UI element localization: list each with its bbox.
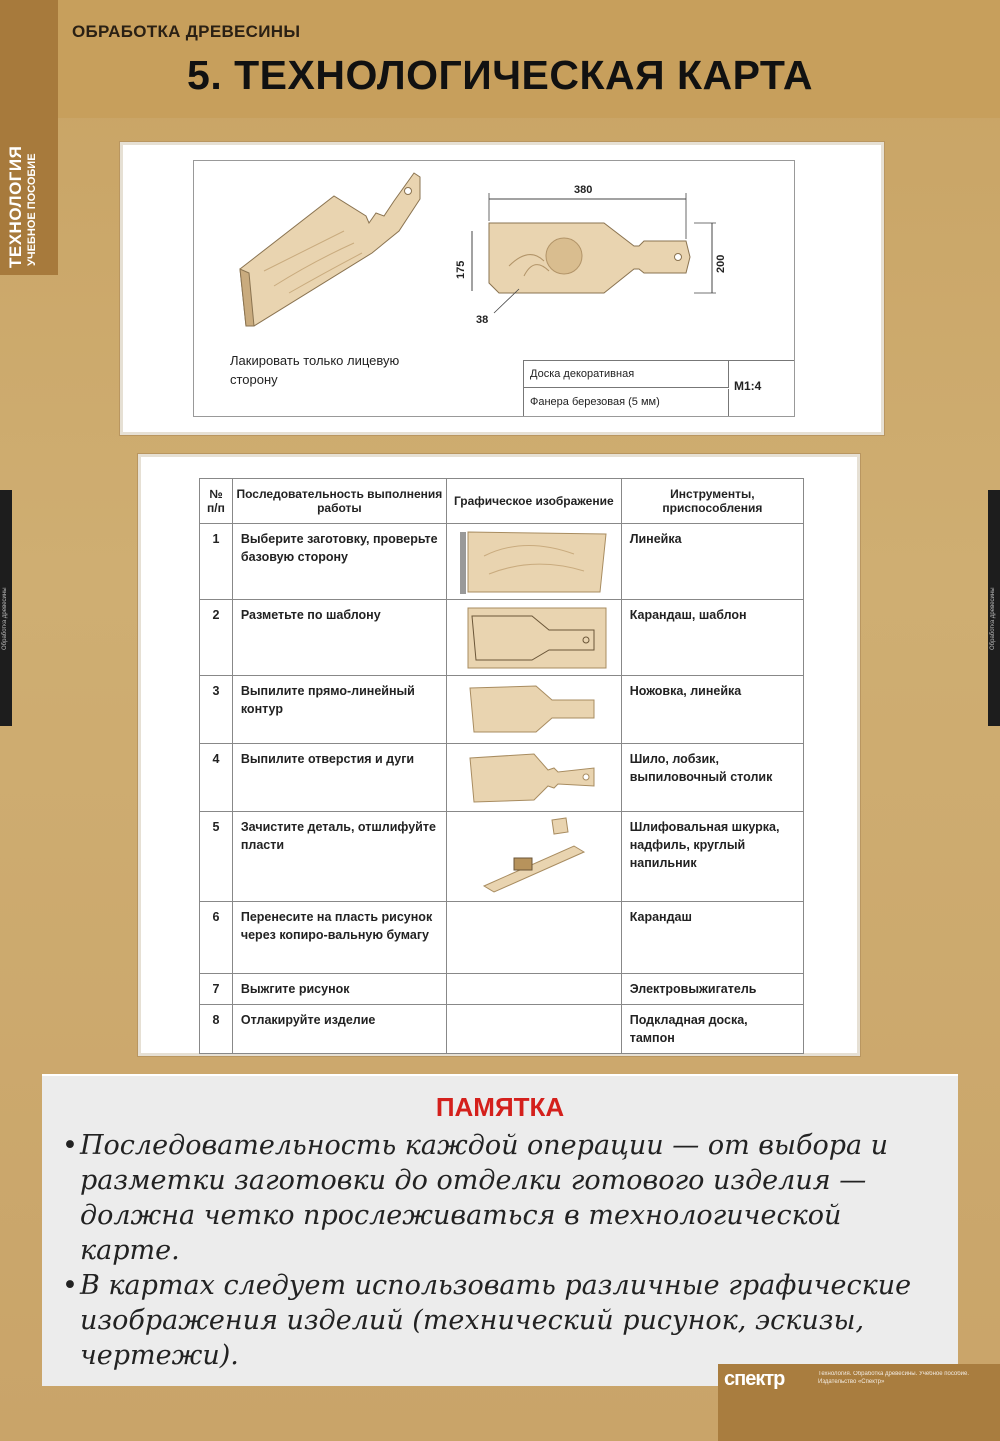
row-operation: Выпилите отверстия и дуги [232,744,446,812]
process-table [199,478,804,1054]
sawn-contour-image [454,678,614,740]
side-tab-title: ТЕХНОЛОГИЯ [6,145,25,268]
edge-tab-right [988,490,1000,726]
table-row [200,812,804,902]
row-graphic [446,744,621,812]
title-block-material: Фанера березовая (5 мм) [524,389,729,416]
row-operation: Зачистите деталь, отшлифуйте пласти [232,812,446,902]
row-operation: Разметьте по шаблону [232,600,446,676]
edge-tab-left [0,490,12,726]
row-num: 5 [200,812,233,902]
publisher-block [718,1364,1000,1441]
row-operation: Отлакируйте изделие [232,1005,446,1054]
row-operation: Выжгите рисунок [232,974,446,1005]
row-graphic [446,1005,621,1054]
title-block-name: Доска декоративная [524,361,729,388]
edge-tab-left-label: Обработка древесины [2,587,8,650]
table-row [200,974,804,1005]
row-tools: Карандаш [621,902,803,974]
header-num: № п/п [200,479,233,524]
row-tools: Шило, лобзик, выпиловочный столик [621,744,803,812]
board-3d-illustration [240,173,420,326]
table-row [200,902,804,974]
row-graphic [446,524,621,600]
row-num: 1 [200,524,233,600]
dim-width-left: 175 [455,260,467,279]
row-graphic [446,676,621,744]
memo-box [42,1074,958,1386]
row-num: 3 [200,676,233,744]
drawing-panel [120,142,884,435]
marked-board-image [454,602,614,672]
holes-cut-image [454,746,614,808]
side-tab-text [6,146,38,268]
dim-width-right: 200 [715,254,727,273]
table-row [200,524,804,600]
row-tools: Подкладная доска, тампон [621,1005,803,1054]
publisher-info: Технология. Обработка древесины. Учебное пособие. Издательство «Спектр» [818,1371,970,1385]
memo-item: • В картах следует использовать различные графические изображения изделий (технический рисунок, эскизы, чертежи). [80,1268,940,1373]
memo-item: • Последовательность каждой операции — от выбора и разметки заготовки до отделки готового изделия — должна четко прослеживаться в технологической карте. [80,1128,940,1268]
dim-corner: 38 [476,314,489,326]
row-operation: Выпилите прямо-линейный контур [232,676,446,744]
page-title: 5. ТЕХНОЛОГИЧЕСКАЯ КАРТА [187,52,813,98]
side-tab [0,0,58,275]
dim-length: 380 [574,184,593,196]
row-num: 2 [200,600,233,676]
row-tools: Карандаш, шаблон [621,600,803,676]
title-block-scale: М1:4 [734,379,762,393]
publisher-logo: спектр [724,1368,785,1390]
memo-title: ПАМЯТКА [435,1092,565,1122]
header-tools: Инструменты, приспособления [621,479,803,524]
sanding-image [454,814,614,894]
row-tools: Шлифовальная шкурка, надфиль, круглый напильник [621,812,803,902]
title-block [523,360,794,416]
row-num: 7 [200,974,233,1005]
row-operation: Перенесите на пласть рисунок через копиро-вальную бумагу [232,902,446,974]
row-graphic [446,974,621,1005]
row-num: 4 [200,744,233,812]
table-row [200,744,804,812]
technical-drawing [193,160,795,417]
header-graphic: Графическое изображение [446,479,621,524]
row-graphic [446,600,621,676]
row-num: 6 [200,902,233,974]
row-graphic [446,812,621,902]
row-tools: Линейка [621,524,803,600]
row-tools: Электровыжигатель [621,974,803,1005]
row-num: 8 [200,1005,233,1054]
board-plan-view [472,193,716,313]
row-tools: Ножовка, линейка [621,676,803,744]
row-graphic [446,902,621,974]
table-header-row [200,479,804,524]
table-row [200,676,804,744]
blank-board-image [454,526,614,596]
section-subtitle: ОБРАБОТКА ДРЕВЕСИНЫ [72,22,301,41]
side-tab-subtitle: УЧЕБНОЕ ПОСОБИЕ [26,153,38,266]
header-operation: Последовательность выполнения работы [232,479,446,524]
table-row [200,1005,804,1054]
table-row [200,600,804,676]
row-operation: Выберите заготовку, проверьте базовую сторону [232,524,446,600]
edge-tab-right-label: Обработка древесины [990,587,996,650]
table-panel [138,454,860,1056]
drawing-note: Лакировать только лицевую сторону [230,353,400,387]
